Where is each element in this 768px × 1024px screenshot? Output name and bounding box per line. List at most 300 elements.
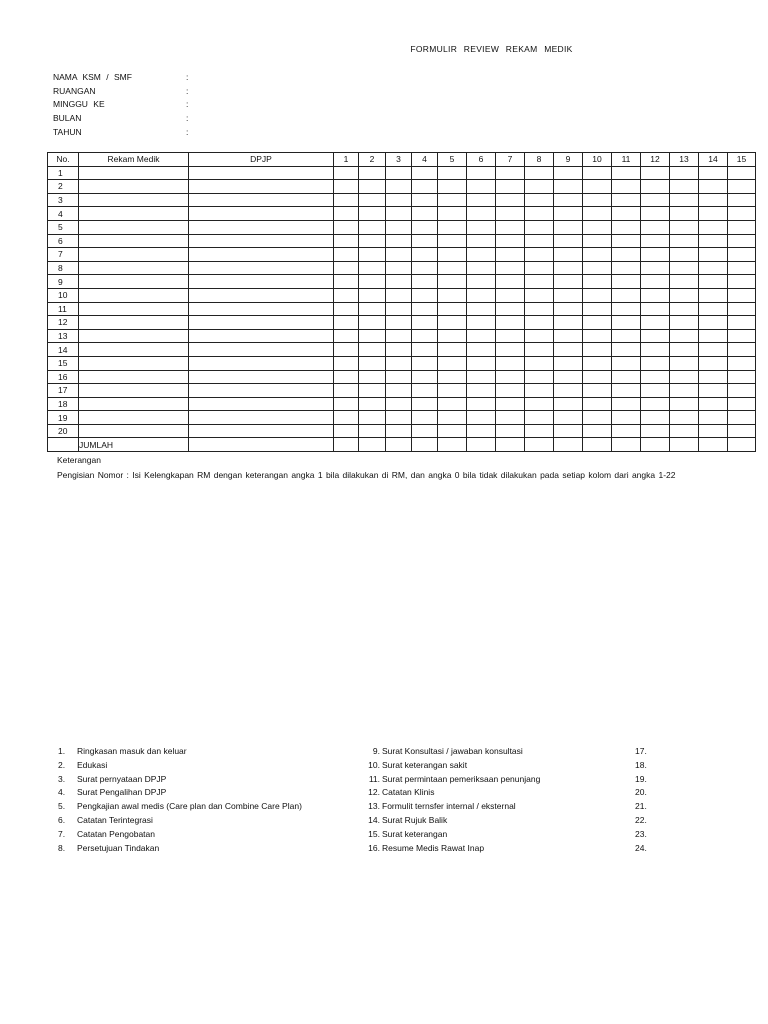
table-cell — [554, 193, 583, 207]
table-cell — [467, 234, 496, 248]
table-cell — [359, 438, 386, 452]
table-cell — [412, 220, 438, 234]
table-cell — [79, 343, 189, 357]
header-field-row — [53, 125, 196, 139]
table-cell — [386, 193, 412, 207]
table-cell — [438, 220, 467, 234]
table-cell — [728, 316, 756, 330]
table-cell — [641, 397, 670, 411]
table-cell — [525, 166, 554, 180]
row-number: 13 — [48, 329, 79, 343]
table-cell — [79, 207, 189, 221]
table-cell — [699, 234, 728, 248]
table-cell — [525, 261, 554, 275]
column-header: 10 — [583, 153, 612, 167]
legend-item — [58, 787, 166, 797]
table-cell — [467, 180, 496, 194]
legend-item — [360, 760, 467, 770]
table-cell — [467, 384, 496, 398]
table-cell — [699, 288, 728, 302]
table-cell — [554, 411, 583, 425]
table-cell — [496, 220, 525, 234]
table-cell — [386, 261, 412, 275]
legend-item — [58, 815, 153, 825]
table-cell — [728, 302, 756, 316]
table-cell — [728, 248, 756, 262]
table-cell — [641, 316, 670, 330]
table-cell — [79, 384, 189, 398]
table-cell — [438, 302, 467, 316]
table-cell — [496, 411, 525, 425]
table-cell — [359, 180, 386, 194]
table-cell — [699, 207, 728, 221]
table-cell — [554, 166, 583, 180]
table-cell — [554, 275, 583, 289]
legend-number: 21. — [635, 801, 647, 812]
table-cell — [612, 288, 641, 302]
table-cell — [699, 248, 728, 262]
table-cell — [467, 220, 496, 234]
table-cell — [438, 207, 467, 221]
table-cell — [583, 220, 612, 234]
table-cell — [386, 220, 412, 234]
table-cell — [496, 316, 525, 330]
legend-text: Catatan Terintegrasi — [77, 815, 153, 825]
table-cell — [728, 384, 756, 398]
table-cell — [189, 384, 334, 398]
table-cell — [79, 248, 189, 262]
column-header: 6 — [467, 153, 496, 167]
table-cell — [359, 234, 386, 248]
table-cell — [386, 248, 412, 262]
table-cell — [670, 424, 699, 438]
legend-text: Pengkajian awal medis (Care plan dan Combine Care Plan) — [77, 801, 302, 812]
table-cell — [467, 261, 496, 275]
legend-number: 20. — [635, 787, 647, 798]
table-cell — [189, 343, 334, 357]
table-cell — [670, 207, 699, 221]
table-cell — [48, 438, 79, 452]
table-cell — [189, 424, 334, 438]
table-cell — [334, 193, 359, 207]
legend-number: 23. — [635, 828, 647, 839]
header-field-label: MINGGU KE — [53, 99, 105, 110]
table-cell — [728, 166, 756, 180]
table-cell — [334, 343, 359, 357]
table-cell — [386, 288, 412, 302]
legend-item — [635, 843, 647, 853]
table-cell — [641, 207, 670, 221]
legend-item — [58, 801, 302, 811]
table-cell — [728, 356, 756, 370]
table-cell — [189, 411, 334, 425]
table-cell — [583, 384, 612, 398]
legend-number: 2. — [58, 759, 66, 770]
table-cell — [334, 248, 359, 262]
row-number: 4 — [48, 207, 79, 221]
table-cell — [728, 220, 756, 234]
table-cell — [386, 275, 412, 289]
table-cell — [554, 261, 583, 275]
table-cell — [334, 356, 359, 370]
legend-number: 10. — [368, 759, 380, 770]
table-cell — [699, 193, 728, 207]
table-cell — [334, 438, 359, 452]
legend-text: Surat permintaan pemeriksaan penunjang — [382, 773, 541, 784]
table-cell — [496, 275, 525, 289]
legend-item — [360, 815, 447, 825]
table-cell — [525, 275, 554, 289]
table-cell — [525, 356, 554, 370]
header-field-row — [53, 70, 196, 84]
table-cell — [79, 180, 189, 194]
table-cell — [612, 343, 641, 357]
table-cell — [386, 316, 412, 330]
table-cell — [189, 166, 334, 180]
table-cell — [386, 329, 412, 343]
table-cell — [525, 180, 554, 194]
table-cell — [412, 302, 438, 316]
table-cell — [79, 411, 189, 425]
row-number: 1 — [48, 166, 79, 180]
legend-number: 14. — [368, 815, 380, 825]
table-cell — [670, 316, 699, 330]
table-cell — [612, 180, 641, 194]
table-cell — [641, 234, 670, 248]
table-cell — [359, 288, 386, 302]
table-row — [48, 329, 756, 343]
table-cell — [728, 207, 756, 221]
table-cell — [189, 248, 334, 262]
table-cell — [699, 384, 728, 398]
table-cell — [496, 180, 525, 194]
table-cell — [641, 329, 670, 343]
table-cell — [728, 397, 756, 411]
table-cell — [728, 275, 756, 289]
table-cell — [612, 261, 641, 275]
table-cell — [583, 302, 612, 316]
table-cell — [641, 275, 670, 289]
table-cell — [467, 411, 496, 425]
table-row — [48, 234, 756, 248]
table-cell — [189, 288, 334, 302]
legend-item — [58, 746, 187, 756]
table-cell — [612, 397, 641, 411]
table-row — [48, 424, 756, 438]
table-cell — [699, 261, 728, 275]
row-number: 14 — [48, 343, 79, 357]
table-cell — [641, 193, 670, 207]
table-cell — [359, 193, 386, 207]
table-cell — [699, 356, 728, 370]
table-cell — [467, 248, 496, 262]
table-cell — [79, 261, 189, 275]
table-cell — [438, 384, 467, 398]
table-row — [48, 343, 756, 357]
legend-number: 15. — [368, 828, 380, 839]
table-cell — [612, 384, 641, 398]
table-cell — [334, 384, 359, 398]
table-cell — [79, 424, 189, 438]
table-cell — [525, 302, 554, 316]
column-header: 1 — [334, 153, 359, 167]
table-cell — [438, 424, 467, 438]
table-cell — [359, 356, 386, 370]
table-cell — [496, 397, 525, 411]
table-cell — [554, 302, 583, 316]
legend-item — [360, 774, 540, 784]
table-cell — [525, 384, 554, 398]
table-cell — [79, 166, 189, 180]
table-cell — [438, 261, 467, 275]
legend-item — [360, 829, 447, 839]
pengisian-note: Pengisian Nomor : Isi Kelengkapan RM dengan keterangan angka 1 bila dilakukan di RM, dan angka 0 bila tidak dilakukan pada setiap kolom dari angka 1-22 — [57, 470, 676, 480]
table-cell — [583, 275, 612, 289]
table-cell — [612, 193, 641, 207]
table-cell — [525, 207, 554, 221]
table-cell — [438, 248, 467, 262]
header-field-label: BULAN — [53, 113, 82, 124]
table-cell — [525, 411, 554, 425]
legend-item — [635, 829, 647, 839]
header-field-label: TAHUN — [53, 127, 82, 138]
row-number: 11 — [48, 302, 79, 316]
legend-item — [360, 787, 434, 797]
table-cell — [670, 329, 699, 343]
table-cell — [496, 207, 525, 221]
table-cell — [189, 275, 334, 289]
column-header: 8 — [525, 153, 554, 167]
header-field-label: RUANGAN — [53, 85, 96, 96]
table-cell — [670, 302, 699, 316]
table-cell — [670, 261, 699, 275]
legend-text: Catatan Klinis — [382, 787, 435, 798]
table-row — [48, 302, 756, 316]
table-cell — [612, 424, 641, 438]
header-field-colon: : — [186, 85, 189, 96]
legend-item — [635, 774, 647, 784]
table-cell — [334, 411, 359, 425]
legend-number: 16. — [368, 842, 380, 853]
legend-item — [58, 774, 166, 784]
table-cell — [359, 316, 386, 330]
table-row — [48, 384, 756, 398]
column-header: 2 — [359, 153, 386, 167]
table-cell — [189, 316, 334, 330]
legend-item — [635, 815, 647, 825]
legend-number: 13. — [368, 801, 380, 812]
table-cell — [334, 329, 359, 343]
table-cell — [359, 248, 386, 262]
table-cell — [438, 343, 467, 357]
table-cell — [525, 329, 554, 343]
table-cell — [467, 397, 496, 411]
table-cell — [583, 356, 612, 370]
legend-text: Surat Rujuk Balik — [382, 815, 448, 825]
table-cell — [525, 193, 554, 207]
table-cell — [728, 411, 756, 425]
table-row — [48, 261, 756, 275]
table-cell — [334, 261, 359, 275]
table-cell — [641, 261, 670, 275]
table-cell — [467, 370, 496, 384]
table-cell — [670, 356, 699, 370]
table-row — [48, 207, 756, 221]
table-cell — [699, 424, 728, 438]
legend-number: 4. — [58, 787, 66, 798]
table-cell — [467, 329, 496, 343]
table-cell — [438, 397, 467, 411]
column-header: 15 — [728, 153, 756, 167]
row-number: 12 — [48, 316, 79, 330]
table-cell — [641, 424, 670, 438]
table-cell — [438, 356, 467, 370]
table-cell — [467, 316, 496, 330]
table-cell — [79, 356, 189, 370]
table-cell — [79, 329, 189, 343]
table-cell — [670, 166, 699, 180]
table-cell — [412, 288, 438, 302]
table-cell — [612, 234, 641, 248]
table-cell — [699, 397, 728, 411]
table-cell — [467, 302, 496, 316]
table-cell — [728, 424, 756, 438]
table-cell — [412, 438, 438, 452]
legend-item — [360, 843, 484, 853]
row-number: 18 — [48, 397, 79, 411]
table-cell — [79, 397, 189, 411]
table-cell — [386, 166, 412, 180]
table-cell — [359, 343, 386, 357]
table-cell — [438, 166, 467, 180]
table-cell — [554, 384, 583, 398]
table-cell — [525, 248, 554, 262]
table-cell — [189, 234, 334, 248]
table-cell — [79, 302, 189, 316]
table-cell — [438, 411, 467, 425]
legend-number: 6. — [58, 815, 66, 825]
header-field-row — [53, 84, 196, 98]
table-cell — [412, 207, 438, 221]
table-cell — [386, 424, 412, 438]
table-cell — [438, 180, 467, 194]
table-cell — [189, 220, 334, 234]
table-cell — [641, 180, 670, 194]
legend-text: Persetujuan Tindakan — [77, 842, 160, 853]
table-cell — [699, 220, 728, 234]
table-cell — [554, 316, 583, 330]
table-cell — [496, 370, 525, 384]
table-row — [48, 166, 756, 180]
table-row — [48, 411, 756, 425]
legend-number: 3. — [58, 773, 66, 784]
table-cell — [670, 220, 699, 234]
table-cell — [386, 343, 412, 357]
table-cell — [412, 411, 438, 425]
table-cell — [412, 343, 438, 357]
table-cell — [386, 234, 412, 248]
table-cell — [699, 343, 728, 357]
table-cell — [612, 438, 641, 452]
legend-text: Surat keterangan — [382, 828, 448, 839]
table-cell — [189, 261, 334, 275]
legend-number: 12. — [368, 787, 380, 798]
table-cell — [79, 288, 189, 302]
row-number: 3 — [48, 193, 79, 207]
table-row — [48, 180, 756, 194]
table-cell — [412, 329, 438, 343]
table-cell — [641, 438, 670, 452]
table-cell — [189, 356, 334, 370]
table-cell — [386, 207, 412, 221]
table-cell — [583, 166, 612, 180]
table-cell — [496, 261, 525, 275]
table-row — [48, 220, 756, 234]
table-cell — [467, 288, 496, 302]
table-cell — [334, 275, 359, 289]
table-cell — [699, 275, 728, 289]
table-cell — [612, 220, 641, 234]
table-cell — [79, 193, 189, 207]
table-cell — [496, 384, 525, 398]
legend-item — [58, 843, 159, 853]
table-cell — [641, 248, 670, 262]
table-cell — [412, 384, 438, 398]
table-cell — [412, 234, 438, 248]
table-row — [48, 356, 756, 370]
table-cell — [583, 248, 612, 262]
table-cell — [554, 207, 583, 221]
table-cell — [583, 343, 612, 357]
column-header: 14 — [699, 153, 728, 167]
table-cell — [699, 411, 728, 425]
table-cell — [525, 397, 554, 411]
table-cell — [412, 261, 438, 275]
table-cell — [612, 166, 641, 180]
table-header-row — [48, 153, 756, 167]
table-cell — [334, 302, 359, 316]
table-row — [48, 248, 756, 262]
table-cell — [670, 193, 699, 207]
table-row — [48, 193, 756, 207]
table-cell — [670, 275, 699, 289]
table-cell — [438, 193, 467, 207]
table-cell — [359, 207, 386, 221]
table-cell — [583, 397, 612, 411]
table-cell — [699, 438, 728, 452]
table-cell — [79, 234, 189, 248]
table-cell — [670, 248, 699, 262]
table-cell — [554, 234, 583, 248]
table-row — [48, 316, 756, 330]
column-header: DPJP — [189, 153, 334, 167]
table-cell — [612, 248, 641, 262]
table-cell — [359, 329, 386, 343]
table-cell — [670, 343, 699, 357]
row-number: 6 — [48, 234, 79, 248]
table-cell — [525, 343, 554, 357]
table-cell — [189, 180, 334, 194]
table-cell — [554, 438, 583, 452]
row-number: 15 — [48, 356, 79, 370]
legend-text: Edukasi — [77, 759, 108, 770]
header-field-colon: : — [186, 99, 189, 110]
legend-number: 22. — [635, 815, 647, 825]
header-field-row — [53, 111, 196, 125]
legend-text: Surat Konsultasi / jawaban konsultasi — [382, 746, 523, 756]
table-cell — [189, 397, 334, 411]
table-cell — [412, 316, 438, 330]
